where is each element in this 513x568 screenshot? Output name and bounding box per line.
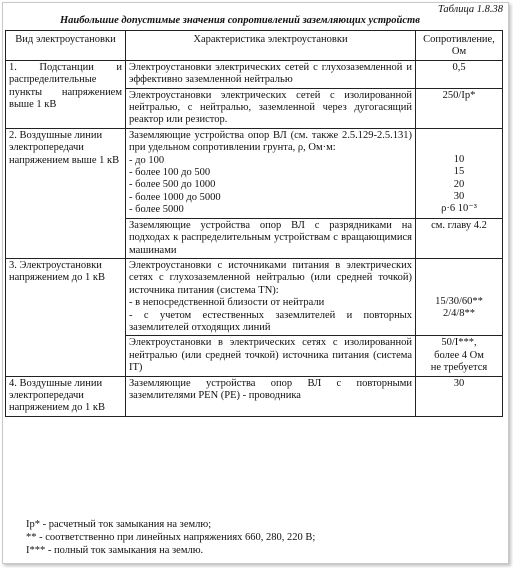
row1a-value: 0,5 xyxy=(416,60,503,88)
row2a-item: - более 500 до 1000 xyxy=(129,179,216,191)
row3b-value: более 4 Ом xyxy=(434,349,484,361)
row2a-item: - более 100 до 500 xyxy=(129,167,211,179)
header-characteristic: Характеристика электроустановки xyxy=(126,31,416,61)
row4-value: 30 xyxy=(416,376,503,416)
row3b-characteristic: Электроустановки в электрических сетях с изолированной нейтралью (или средней точкой) источника питания (система IT) xyxy=(126,336,416,376)
row3a-value: 2/4/8** xyxy=(442,308,476,320)
header-kind: Вид электроустановки xyxy=(6,31,126,61)
row3a-values xyxy=(416,258,503,335)
row2b-characteristic: Заземляющие устройства опор ВЛ с разрядниками на подходах к распределительным устройствам с вращающимися машинами xyxy=(126,218,416,258)
table-row xyxy=(6,128,503,218)
row4-characteristic: Заземляющие устройства опор ВЛ с повторными заземлителями PEN (PE) - проводника xyxy=(126,376,416,416)
row3a-value: 15/30/60** xyxy=(435,295,483,307)
resistance-table xyxy=(5,30,503,417)
row2a-value: ρ·6 10⁻³ xyxy=(441,203,477,215)
footnote: Iр* - расчетный ток замыкания на землю; xyxy=(26,519,212,530)
row2a-characteristic xyxy=(126,128,416,218)
row3-kind: 3. Электроустановки напряжением до 1 кВ xyxy=(6,258,126,376)
row3a-text: Электроустановки с источниками питания в электрических сетях с глухозаземленной нейтралью (или средней точкой) источника питания (система TN): xyxy=(129,259,412,296)
row3a-item: - в непосредственной близости от нейтрали xyxy=(129,297,325,309)
row3b-value: не требуется xyxy=(430,362,488,374)
row3a-characteristic xyxy=(126,258,416,335)
footnote: ** - соответственно при линейных напряжениях 660, 280, 220 В; xyxy=(26,532,316,543)
row2b-value: см. главу 4.2 xyxy=(416,218,503,258)
row2a-item: - до 100 xyxy=(129,154,165,166)
row2a-item: - более 5000 xyxy=(129,204,184,216)
table-row xyxy=(6,376,503,416)
row2a-text: Заземляющие устройства опор ВЛ (см. также 2.5.129-2.5.131) при удельном сопротивлении грунта, ρ, Ом·м: xyxy=(129,129,412,154)
row4-kind: 4. Воздушные линии электропередачи напряжением до 1 кВ xyxy=(6,376,126,416)
row3b-value: 50/I***, xyxy=(441,337,477,349)
row3a-item: - с учетом естественных заземлителей и повторных заземлителей отходящих линий xyxy=(129,309,412,333)
row3b-values xyxy=(416,336,503,376)
row1b-value: 250/Iр* xyxy=(416,88,503,128)
row2-kind: 2. Воздушные линии электропередачи напряжением выше 1 кВ xyxy=(6,128,126,258)
table-header-row xyxy=(6,31,503,61)
row2a-values xyxy=(416,128,503,218)
row2a-value: 10 xyxy=(453,153,465,165)
table-title: Наибольшие допустимые значения сопротивлений заземляющих устройств xyxy=(60,15,420,26)
row1b-characteristic: Электроустановки электрических сетей с изолированной нейтралью, с нейтралью, заземленной через дугогасящий реактор или резистор. xyxy=(126,88,416,128)
table-row xyxy=(6,258,503,335)
row2a-value: 15 xyxy=(453,166,465,178)
table-caption: Таблица 1.8.38 xyxy=(437,4,503,15)
row2a-value: 20 xyxy=(453,178,465,190)
row2a-value: 30 xyxy=(453,191,465,203)
row2a-item: - более 1000 до 5000 xyxy=(129,191,221,203)
row1-kind: 1. Подстанции и распределительные пункты напряжением выше 1 кВ xyxy=(6,60,126,128)
row1a-characteristic: Электроустановки электрических сетей с глухозаземленной и эффективно заземленной нейтралью xyxy=(126,60,416,88)
footnote: I*** - полный ток замыкания на землю. xyxy=(26,545,204,556)
table-row xyxy=(6,60,503,88)
header-resistance: Сопротивление, Ом xyxy=(416,31,503,61)
footnotes xyxy=(26,518,315,557)
